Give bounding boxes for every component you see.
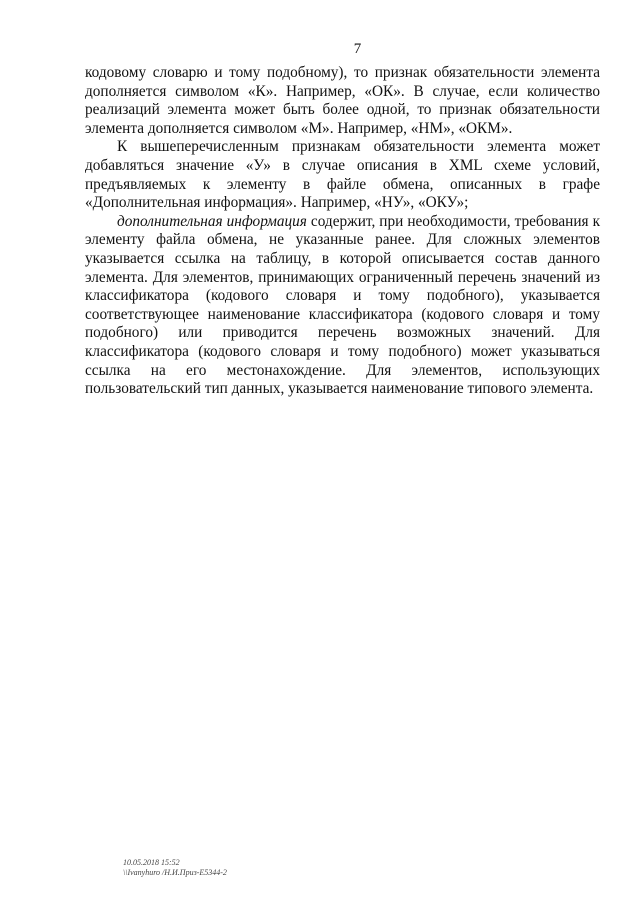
page-number: 7	[353, 41, 362, 57]
footer-file-reference: \\Ivanyhuro /Н.И.Приз-E5344-2	[123, 868, 227, 877]
paragraph-2: К вышеперечисленным признакам обязательности элемента может добавляться значение «У» в случае описания в XML схеме условий, предъявляемых к элементу в файле обмена, описанных в графе «Дополнительная информация». Например, «НУ», «ОКУ»;	[85, 138, 600, 212]
document-body	[85, 64, 600, 399]
paragraph-3	[85, 213, 600, 399]
paragraph-3-text: содержит, при необходимости, требования к элементу файла обмена, не указанные ранее. Для сложных элементов указывается ссылка на таблицу, в которой описывается состав данного элемента. Для элементов, принимающих ограниченный перечень значений из классификатора (кодового словаря и тому подобного), указывается соответствующее наименование классификатора (кодового словаря и тому подобного) или приводится перечень возможных значений. Для классификатора (кодового словаря и тому подобного) может указываться ссылка на его местонахождение. Для элементов, использующих пользовательский тип данных, указывается наименование типового элемента.	[85, 212, 600, 398]
footer-stamp	[123, 858, 227, 878]
italic-term: дополнительная информация	[117, 212, 307, 230]
paragraph-1: кодовому словарю и тому подобному), то признак обязательности элемента дополняется символом «К». Например, «ОК». В случае, если количество реализаций элемента может быть более одной, то признак обязательности элемента дополняется символом «М». Например, «НМ», «ОКМ».	[85, 64, 600, 137]
footer-date: 10.05.2018 15:52	[123, 858, 180, 867]
